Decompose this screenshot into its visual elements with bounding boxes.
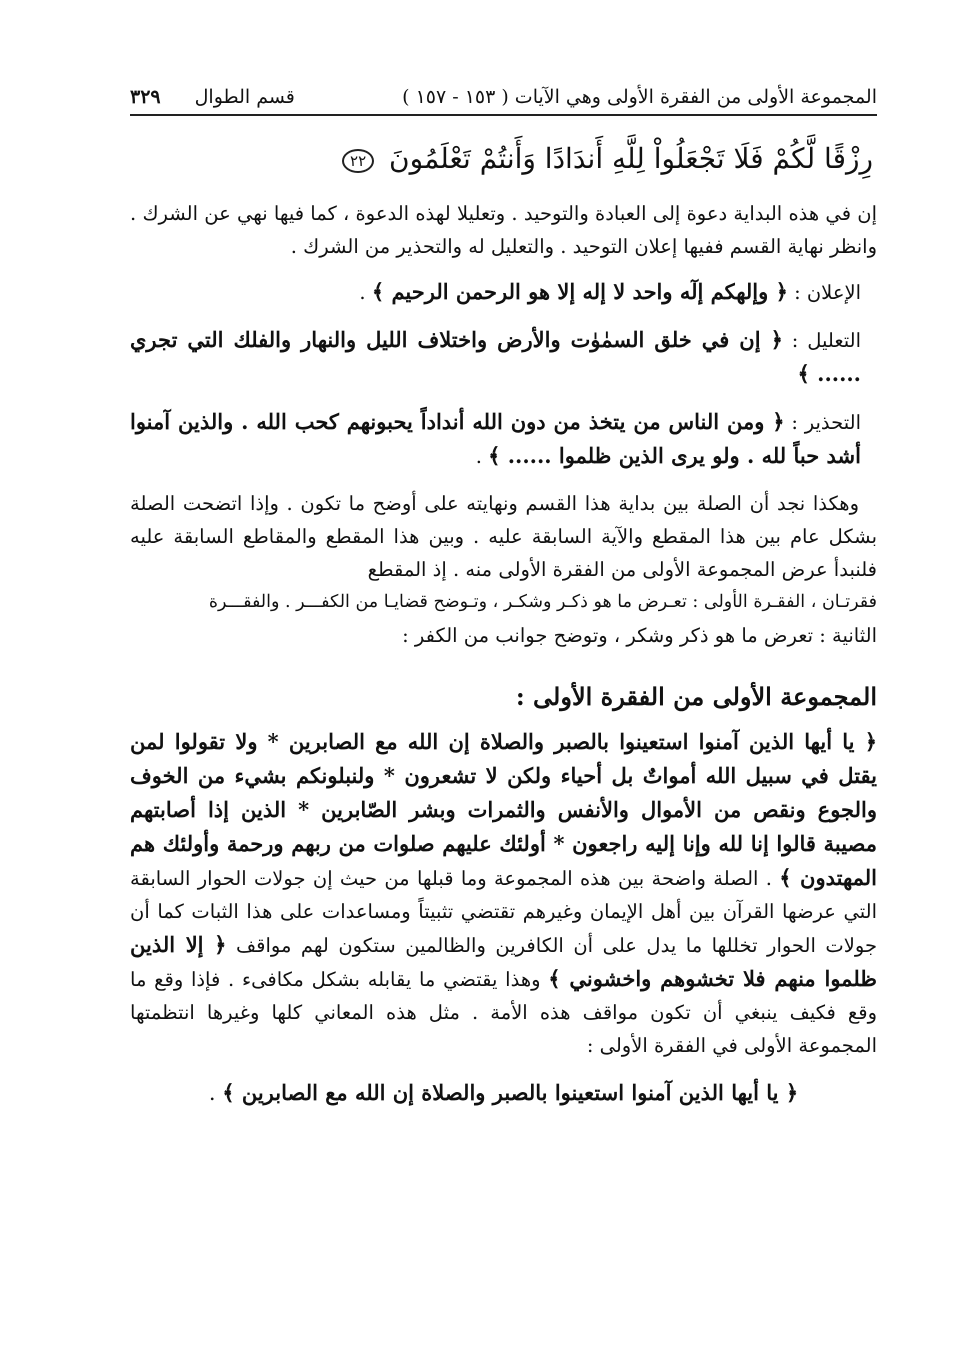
warning-line [130, 405, 877, 473]
reasoning-line [130, 323, 877, 391]
section-heading: المجموعة الأولى من الفقرة الأولى : [515, 682, 877, 711]
warning-label: التحذير : [791, 411, 862, 434]
reasoning-label: التعليل : [791, 329, 861, 352]
warning-end: . [475, 445, 482, 468]
page-number: ٣٢٩ [130, 86, 161, 108]
inline-quote: ﴿ إلا الذين ظلموا منهم فلا تخشوهم واخشوني ﴾ [130, 932, 877, 991]
announcement-label: الإعلان : [794, 281, 861, 304]
running-header [130, 86, 877, 116]
commentary-1: . الصلة واضحة بين هذه المجموعة وما قبلها من حيث إن جولات الحوار السابقة التي عرضها القرآن بين أهل الإيمان وغيرهم تقتضي تثبيتاً ومساعدات على هذا الثبات كما أن جولات الحوار تخللها ما يدل على أن الكافرين والظالمين ستكون لهم مواقف [130, 867, 877, 957]
paragraph-2-tail-2: الثانية : تعرض ما هو ذكر وشكر ، وتوضح جوانب من الكفر : [402, 624, 877, 647]
closing-line [130, 1076, 877, 1110]
verse-top-text: رِزْقًا لَّكُمْ فَلَا تَجْعَلُواْ لِلَّهِ أَندَادًا وَأَنتُمْ تَعْلَمُونَ [389, 142, 873, 175]
paragraph-2-tail-1: فقرتـان ، الفقـرة الأولى : تعـرض ما هو ذكـر وشكـر ، وتـوضح قضايـا من الكفـــر . والفقـــرة [208, 592, 877, 612]
intro-paragraph: إن في هذه البداية دعوة إلى العبادة والتوحيد . وتعليلا لهذه الدعوة ، كما فيها نهي عن الشرك . وانظر نهاية القسم ففيها إعلان التوحيد . والتعليل له والتحذير من الشرك . [130, 202, 877, 258]
announcement-quote: ﴿ وإلهكم إلٓه واحد لا إله إلا هو الرحمن الرحيم ﴾ [371, 279, 788, 304]
announcement-end: . [359, 281, 366, 304]
header-left-group [130, 86, 295, 108]
header-title: المجموعة الأولى من الفقرة الأولى وهي الآيات ( ١٥٣ - ١٥٧ ) [402, 86, 877, 108]
closing-quote: ﴿ يا أيها الذين آمنوا استعينوا بالصبر والصلاة إن الله مع الصابرين ﴾ [222, 1080, 799, 1105]
warning-quote: ﴿ ومن الناس من يتخذ من دون الله أنداداً يحبونهم كحب الله . والذين آمنوا أشد حباً لله . ولو يرى الذين ظلموا ...... ﴾ [130, 409, 861, 468]
closing-end: . [208, 1081, 216, 1105]
verse-top [130, 142, 877, 175]
main-quote-paragraph [130, 725, 877, 1062]
reasoning-quote: ﴿ إن في خلق السمٰوٰت والأرض واختلاف الليل والنهار والفلك التي تجري ...... ﴾ [130, 327, 861, 386]
main-quote: ﴿ يا أيها الذين آمنوا استعينوا بالصبر والصلاة إن الله مع الصابرين * ولا تقولوا لمن يقتل في سبيل الله أمواتٌ بل أحياء ولكن لا تشعرون * ولنبلونكم بشيء من الخوف والجوع ونقص من الأموال والأنفس والثمرات وبشر الصّابرين * الذين إذا أصابتهم مصيبة قالوا إنا لله وإنا إليه راجعون * أولئك عليهم صلوات من ربهم ورحمة وأولئك هم المهتدون ﴾ [130, 729, 877, 890]
paragraph-2-text: وهكذا نجد أن الصلة بين بداية هذا القسم ونهايته على أوضح ما تكون . وإذا اتضحت الصلة بشكل عام بين هذا المقطع والآية السابقة عليه . وبين هذا المقطع والمقاطع السابقة عليه فلنبدأ عرض المجموعة الأولى من الفقرة الأولى منه . إذ المقطع [130, 492, 877, 581]
header-section: قسم الطوال [194, 86, 295, 108]
ayah-number-marker: ٢٢ [342, 149, 374, 173]
announcement-line [130, 275, 877, 309]
paragraph-2 [130, 487, 877, 652]
commentary-2: وهذا يقتضي ما يقابله بشكل مكافىء . فإذا وقع ما وقع فكيف ينبغي أن تكون مواقف هذه الأمة . مثل هذه المعاني كلها وغيرها انتظمتها المجموعة الأولى في الفقرة الأولى : [130, 968, 877, 1057]
